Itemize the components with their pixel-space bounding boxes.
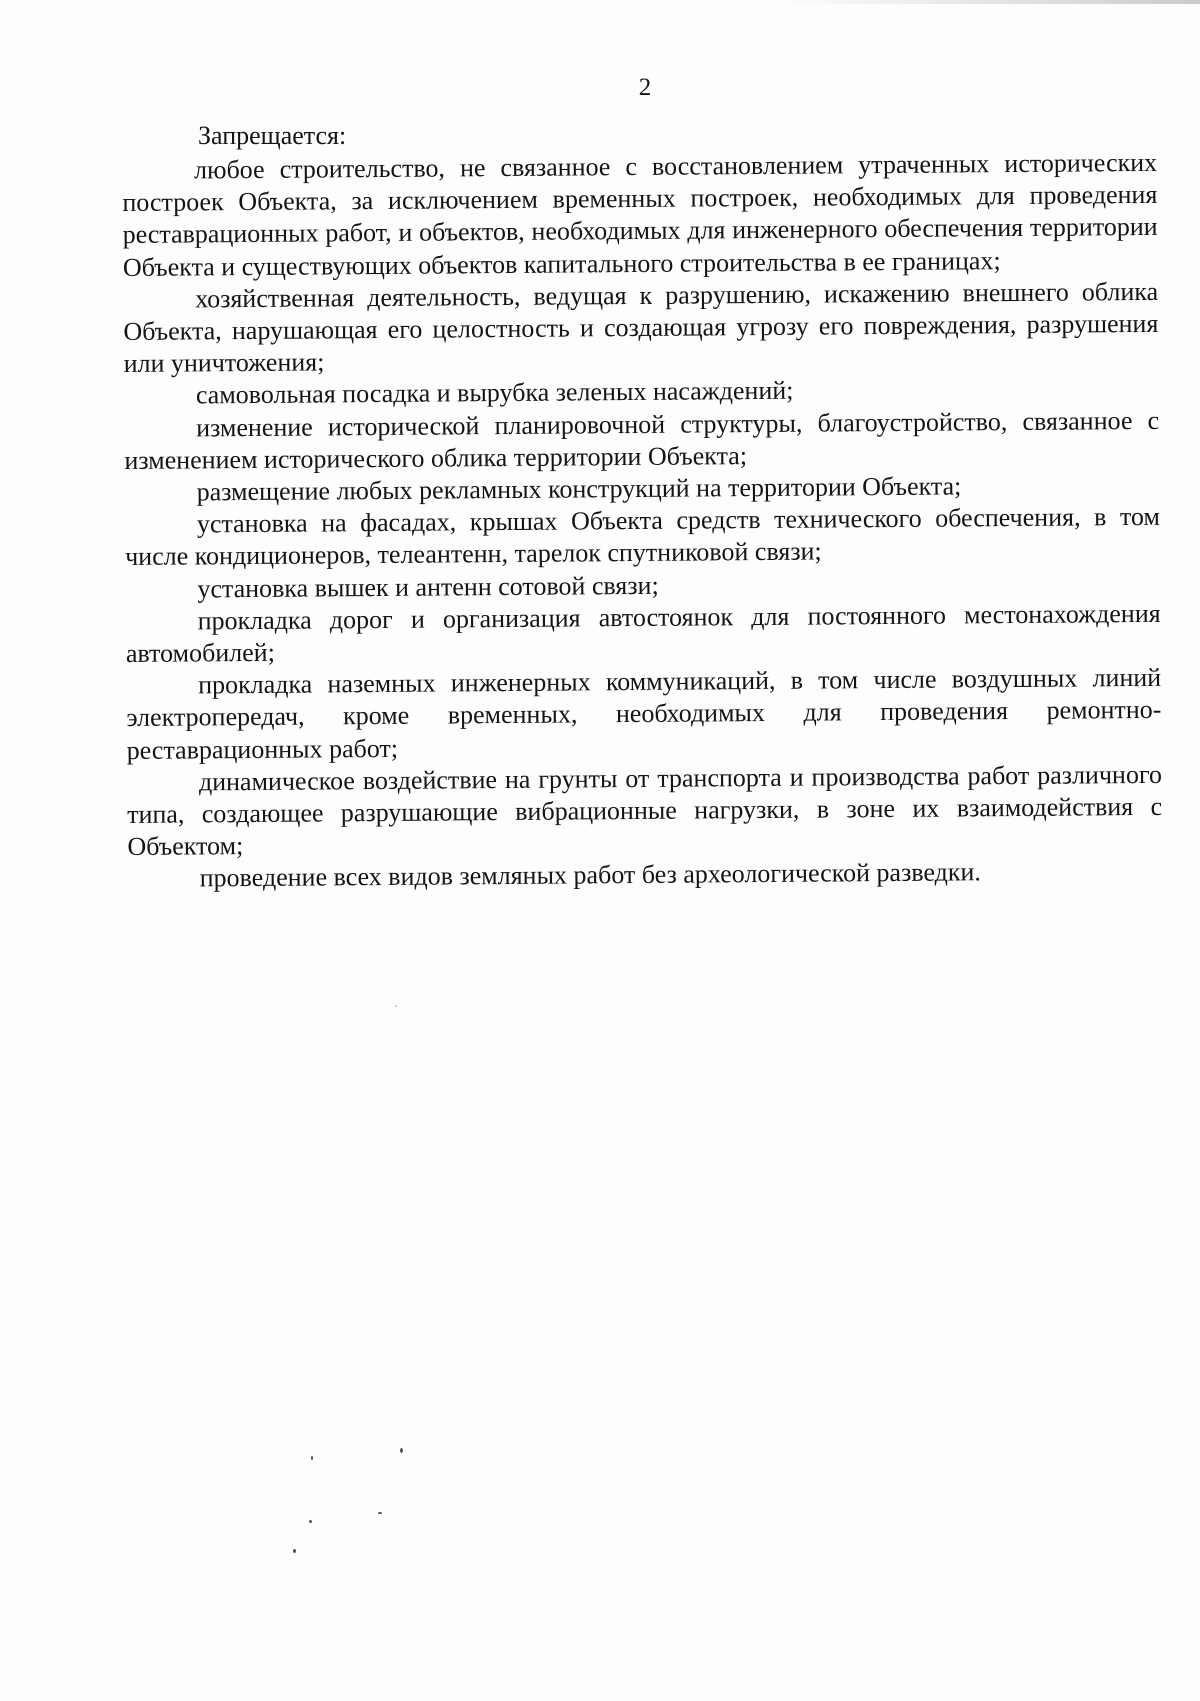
- scan-speck: [311, 1456, 313, 1460]
- scan-speck: [378, 1512, 382, 1514]
- list-item: динамическое воздействие на грунты от транспорта и производства работ различного типа, создающее разрушающие вибрационные нагрузки, в зоне их взаимодействия с Объектом;: [127, 759, 1163, 862]
- list-item: самовольная посадка и вырубка зеленых насаждений;: [195, 376, 794, 410]
- section-heading: Запрещается:: [198, 121, 347, 150]
- list-item: установка на фасадах, крышах Объекта средств технического обеспечения, в том числе кондиционеров, телеантенн, тарелок спутниковой связи;: [125, 502, 1160, 572]
- list-item: прокладка наземных инженерных коммуникаций, в том числе воздушных линий электропередач, кроме временных, необходимых для проведения ремонтно-реставрационных работ;: [126, 663, 1162, 765]
- list-item: любое строительство, не связанное с восстановлением утраченных исторических построек Объекта, за исключением временных построек, необходимых для проведения реставрационных работ, и объектов, необходимых для инженерного обеспечения территории Объекта и существующих объектов капитального строительства в ее границах;: [122, 147, 1158, 282]
- list-item: хозяйственная деятельность, ведущая к разрушению, искажению внешнего облика Объекта, нарушающая его целостность и создающая угрозу его повреждения, разрушения или уничтожения;: [123, 276, 1159, 379]
- scan-speck: [395, 1005, 397, 1007]
- list-item: прокладка дорог и организация автостоянок для постоянного местонахождения автомобилей;: [125, 598, 1161, 669]
- prohibitions-list: [122, 147, 1163, 896]
- scan-edge-mark: [780, 0, 1200, 4]
- scan-speck: [293, 1549, 296, 1553]
- list-item: изменение исторической планировочной структуры, благоустройство, связанное с изменением исторического облика территории Объекта;: [124, 405, 1160, 475]
- list-item: размещение любых рекламных конструкций на территории Объекта;: [196, 471, 962, 507]
- page-number: 2: [638, 74, 652, 101]
- scan-speck: [309, 1520, 312, 1523]
- list-item: установка вышек и антенн сотовой связи;: [197, 570, 659, 604]
- scan-speck: [400, 1448, 403, 1453]
- list-item: проведение всех видов земляных работ без археологической разведки.: [199, 857, 981, 893]
